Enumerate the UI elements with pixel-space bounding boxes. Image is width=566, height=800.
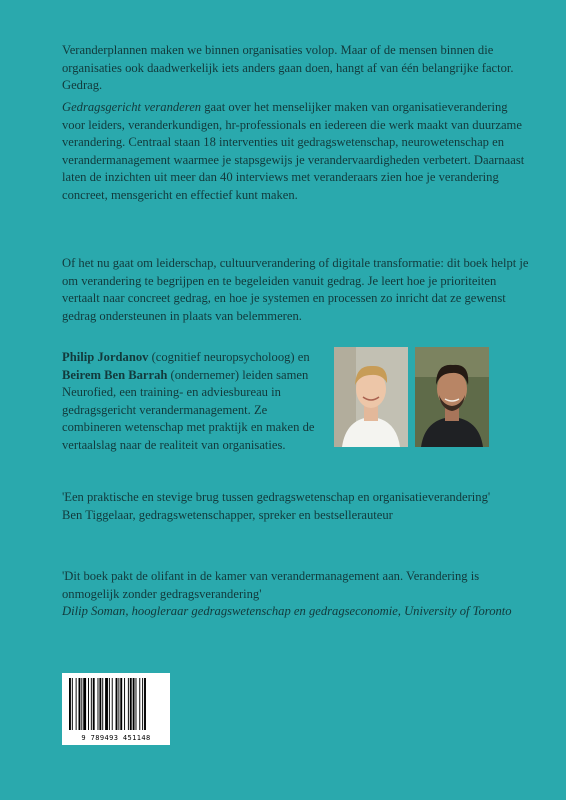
intro-paragraph: Veranderplannen maken we binnen organisaties volop. Maar of de mensen binnen die organisaties ook daadwerkelijk iets anders gaan doen, hangt af van één belangrijke factor. Gedrag. (62, 43, 514, 92)
author1-role: (cognitief neuropsycholoog) (148, 350, 295, 364)
barcode-bar (79, 678, 81, 730)
barcode-bars (68, 678, 164, 730)
quote-2-text: 'Dit boek pakt de olifant in de kamer van verandermanagement aan. Verandering is onmogelijk zonder gedragsverandering' (62, 569, 480, 601)
barcode-bar (128, 678, 129, 730)
quote-1-attribution: Ben Tiggelaar, gedragswetenschapper, spreker en bestsellerauteur (62, 507, 393, 522)
barcode-bar (83, 678, 86, 730)
barcode-bar (91, 678, 92, 730)
barcode-bar (136, 678, 137, 730)
quote-2-attribution: Dilip Soman, hoogleraar gedragswetenschap en gedragseconomie, University of Toronto (62, 604, 512, 618)
barcode-bar (99, 678, 101, 730)
barcode-bar (144, 678, 146, 730)
isbn-barcode (62, 673, 170, 745)
barcode-bar (105, 678, 108, 730)
barcode-bar (139, 678, 140, 730)
isbn-number: 9 789493 451148 (81, 734, 151, 742)
barcode-bar (142, 678, 143, 730)
author2-name: Beirem Ben Barrah (62, 367, 168, 382)
author-connector: en (294, 350, 310, 364)
book-title-inline: Gedragsgericht veranderen (62, 100, 202, 114)
barcode-bar (98, 678, 99, 730)
barcode-bar (102, 678, 103, 730)
barcode-bar (88, 678, 89, 730)
barcode-bar (93, 678, 95, 730)
quote-1-text: 'Een praktische en stevige brug tussen gedragswetenschap en organisatieverandering' (62, 490, 491, 504)
description-text: gaat over het menselijker maken van organisatieverandering voor leiders, veranderkundigen, hr-professionals en iedereen die werk maakt van duurzame verandering. Centraal staan 18 interventies uit gedragswetenschap, neurowetenschap en verandermanagement waarmee je stapsgewijs je verandervaardigheden verbetert. Daarnaast laten de inzichten uit meer dan 40 interviews met veranderaars zien hoe je verandering concreet, mensgericht en effectief kunt maken. (62, 100, 525, 202)
barcode-bar (109, 678, 110, 730)
barcode-bar (133, 678, 135, 730)
barcode-bar (112, 678, 113, 730)
barcode-bar (81, 678, 82, 730)
author1-name: Philip Jordanov (62, 350, 149, 364)
description-paragraph (62, 99, 532, 204)
barcode-bar (116, 678, 118, 730)
purpose-paragraph: Of het nu gaat om leiderschap, cultuurverandering of digitale transformatie: dit boek helpt je om verandering te begrijpen en te begeleiden vanuit gedrag. Je leert hoe je prioriteiten vertaalt naar concreet gedrag, en hoe je systemen en processen zo inricht dat ze gewenst gedrag ondersteunen in plaats van belemmeren. (62, 256, 529, 323)
barcode-bar (72, 678, 73, 730)
authors-bio-text: (ondernemer) leiden samen Neurofied, een training- en adviesbureau in gedragsgericht verandermanagement. Ze combineren wetenschap met praktijk en maken de vertaalslag naar de realiteit van organisaties. (62, 367, 315, 452)
barcode-bar (69, 678, 71, 730)
barcode-bar (130, 678, 132, 730)
author-photo-beirem-ben-barrah (415, 347, 489, 447)
barcode-bar (120, 678, 122, 730)
barcode-bar (124, 678, 125, 730)
author-photo-philip-jordanov (334, 347, 408, 447)
authors-bio (62, 349, 320, 454)
barcode-bar (76, 678, 77, 730)
barcode-bar (118, 678, 119, 730)
